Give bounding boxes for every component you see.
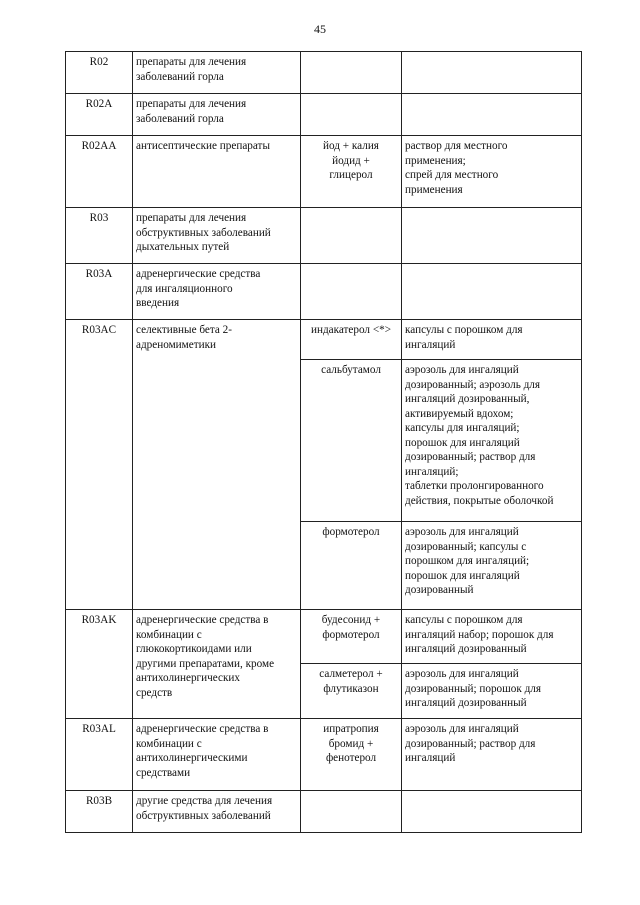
group-line: комбинации с bbox=[136, 628, 202, 641]
dosage-form-cell bbox=[402, 719, 582, 791]
group-line: заболеваний горла bbox=[136, 70, 224, 83]
group-line: селективные бета 2- bbox=[136, 324, 232, 336]
form-line: капсулы для ингаляций; bbox=[405, 422, 520, 434]
dosage-form-cell bbox=[402, 522, 582, 610]
form-line: порошком для ингаляций; bbox=[405, 555, 530, 567]
form-line: спрей для местного bbox=[405, 169, 499, 181]
form-line: ингаляций дозированный, bbox=[405, 393, 530, 405]
inn-cell bbox=[301, 360, 402, 522]
group-line: препараты для лечения bbox=[136, 212, 247, 224]
atc-code-cell: R03AK bbox=[66, 610, 133, 719]
group-line: обструктивных заболеваний bbox=[136, 809, 271, 822]
form-line: ингаляций bbox=[405, 338, 456, 351]
table-row bbox=[66, 264, 582, 320]
atc-code-cell: R03B bbox=[66, 791, 133, 833]
form-line: аэрозоль для ингаляций bbox=[405, 364, 519, 376]
inn-line: будесонид + bbox=[321, 614, 381, 626]
form-line: действия, покрытые оболочкой bbox=[405, 494, 554, 507]
form-line: дозированный; раствор для bbox=[405, 737, 536, 750]
form-line: применения bbox=[405, 183, 463, 196]
table-row bbox=[66, 719, 582, 791]
dosage-form-cell bbox=[402, 610, 582, 664]
form-line: таблетки пролонгированного bbox=[405, 480, 544, 492]
dosage-form-cell bbox=[402, 136, 582, 208]
inn-line: глицерол bbox=[329, 169, 373, 181]
dosage-form-cell bbox=[402, 208, 582, 264]
form-line: капсулы с порошком для bbox=[405, 324, 523, 336]
form-line: ингаляций дозированный bbox=[405, 697, 527, 709]
inn-line: йод + калия bbox=[323, 140, 379, 152]
inn-cell bbox=[301, 719, 402, 791]
atc-code-cell: R03AC bbox=[66, 320, 133, 610]
inn-line: салметерол + bbox=[319, 668, 383, 680]
form-line: ингаляций дозированный bbox=[405, 643, 527, 655]
table-row bbox=[66, 136, 582, 208]
dosage-form-cell bbox=[402, 360, 582, 522]
table-row bbox=[66, 791, 582, 833]
form-line: аэрозоль для ингаляций bbox=[405, 723, 519, 735]
group-line: другие средства для лечения bbox=[136, 795, 273, 807]
dosage-form-cell bbox=[402, 52, 582, 94]
inn-line: формотерол bbox=[322, 526, 380, 538]
dosage-form-cell bbox=[402, 320, 582, 360]
inn-cell bbox=[301, 208, 402, 264]
form-line: дозированный; аэрозоль для bbox=[405, 378, 541, 391]
inn-line: бромид + bbox=[328, 737, 374, 750]
form-line: дозированный; порошок для bbox=[405, 682, 541, 695]
group-line: препараты для лечения bbox=[136, 56, 247, 68]
form-line: ингаляций; bbox=[405, 465, 459, 478]
inn-cell bbox=[301, 320, 402, 360]
group-line: для ингаляционного bbox=[136, 282, 233, 295]
page-number: 45 bbox=[314, 22, 326, 36]
table-row bbox=[66, 94, 582, 136]
atc-group-cell bbox=[133, 791, 301, 833]
inn-cell bbox=[301, 664, 402, 719]
inn-cell bbox=[301, 610, 402, 664]
group-line: заболеваний горла bbox=[136, 112, 224, 125]
group-line: антисептические препараты bbox=[136, 140, 270, 152]
group-line: адренергические средства в bbox=[136, 723, 269, 735]
inn-line: ипратропия bbox=[323, 723, 379, 735]
group-line: адренергические средства bbox=[136, 268, 261, 280]
inn-line: флутиказон bbox=[323, 682, 379, 695]
form-line: аэрозоль для ингаляций bbox=[405, 526, 519, 538]
table-row bbox=[66, 52, 582, 94]
inn-line: индакатерол <*> bbox=[310, 324, 392, 336]
form-line: дозированный bbox=[405, 584, 474, 596]
dosage-form-cell bbox=[402, 264, 582, 320]
group-line: другими препаратами, кроме bbox=[136, 657, 275, 670]
atc-group-cell bbox=[133, 208, 301, 264]
form-line: активируемый вдохом; bbox=[405, 407, 514, 420]
form-line: капсулы с порошком для bbox=[405, 614, 523, 626]
group-line: обструктивных заболеваний bbox=[136, 226, 271, 239]
form-line: раствор для местного bbox=[405, 140, 508, 152]
inn-cell bbox=[301, 522, 402, 610]
atc-code-cell: R02A bbox=[66, 94, 133, 136]
atc-code-cell: R02AA bbox=[66, 136, 133, 208]
form-line: ингаляций bbox=[405, 752, 456, 764]
atc-group-cell bbox=[133, 94, 301, 136]
group-line: комбинации с bbox=[136, 737, 202, 750]
atc-code-cell: R02 bbox=[66, 52, 133, 94]
atc-group-cell bbox=[133, 136, 301, 208]
dosage-form-cell bbox=[402, 791, 582, 833]
inn-cell bbox=[301, 791, 402, 833]
atc-group-cell bbox=[133, 264, 301, 320]
table-row bbox=[66, 320, 582, 360]
inn-line: йодид + bbox=[332, 154, 370, 167]
form-line: аэрозоль для ингаляций bbox=[405, 668, 519, 680]
group-line: препараты для лечения bbox=[136, 98, 247, 110]
group-line: средств bbox=[136, 686, 173, 699]
atc-code-cell: R03AL bbox=[66, 719, 133, 791]
table-row bbox=[66, 610, 582, 664]
form-line: порошок для ингаляций bbox=[405, 569, 520, 582]
atc-group-cell bbox=[133, 52, 301, 94]
group-line: введения bbox=[136, 297, 180, 309]
group-line: глюкокортикоидами или bbox=[136, 643, 252, 655]
group-line: антихолинергических bbox=[136, 672, 240, 684]
inn-line: формотерол bbox=[322, 628, 380, 641]
dosage-form-cell bbox=[402, 94, 582, 136]
inn-cell bbox=[301, 136, 402, 208]
group-line: дыхательных путей bbox=[136, 241, 230, 253]
form-line: порошок для ингаляций bbox=[405, 436, 520, 449]
table-row bbox=[66, 208, 582, 264]
group-line: средствами bbox=[136, 766, 191, 779]
form-line: применения; bbox=[405, 154, 466, 167]
form-line: дозированный; капсулы с bbox=[405, 540, 527, 553]
dosage-form-cell bbox=[402, 664, 582, 719]
atc-group-cell bbox=[133, 719, 301, 791]
atc-code-cell: R03 bbox=[66, 208, 133, 264]
form-line: дозированный; раствор для bbox=[405, 451, 536, 463]
group-line: адреномиметики bbox=[136, 338, 216, 351]
group-line: адренергические средства в bbox=[136, 614, 269, 626]
inn-cell bbox=[301, 94, 402, 136]
inn-line: фенотерол bbox=[325, 752, 377, 764]
atc-code-cell: R03A bbox=[66, 264, 133, 320]
inn-cell bbox=[301, 264, 402, 320]
inn-line: сальбутамол bbox=[321, 364, 381, 376]
form-line: ингаляций набор; порошок для bbox=[405, 628, 554, 641]
inn-cell bbox=[301, 52, 402, 94]
medication-table bbox=[65, 51, 582, 833]
atc-group-cell bbox=[133, 320, 301, 610]
group-line: антихолинергическими bbox=[136, 752, 248, 764]
atc-group-cell bbox=[133, 610, 301, 719]
